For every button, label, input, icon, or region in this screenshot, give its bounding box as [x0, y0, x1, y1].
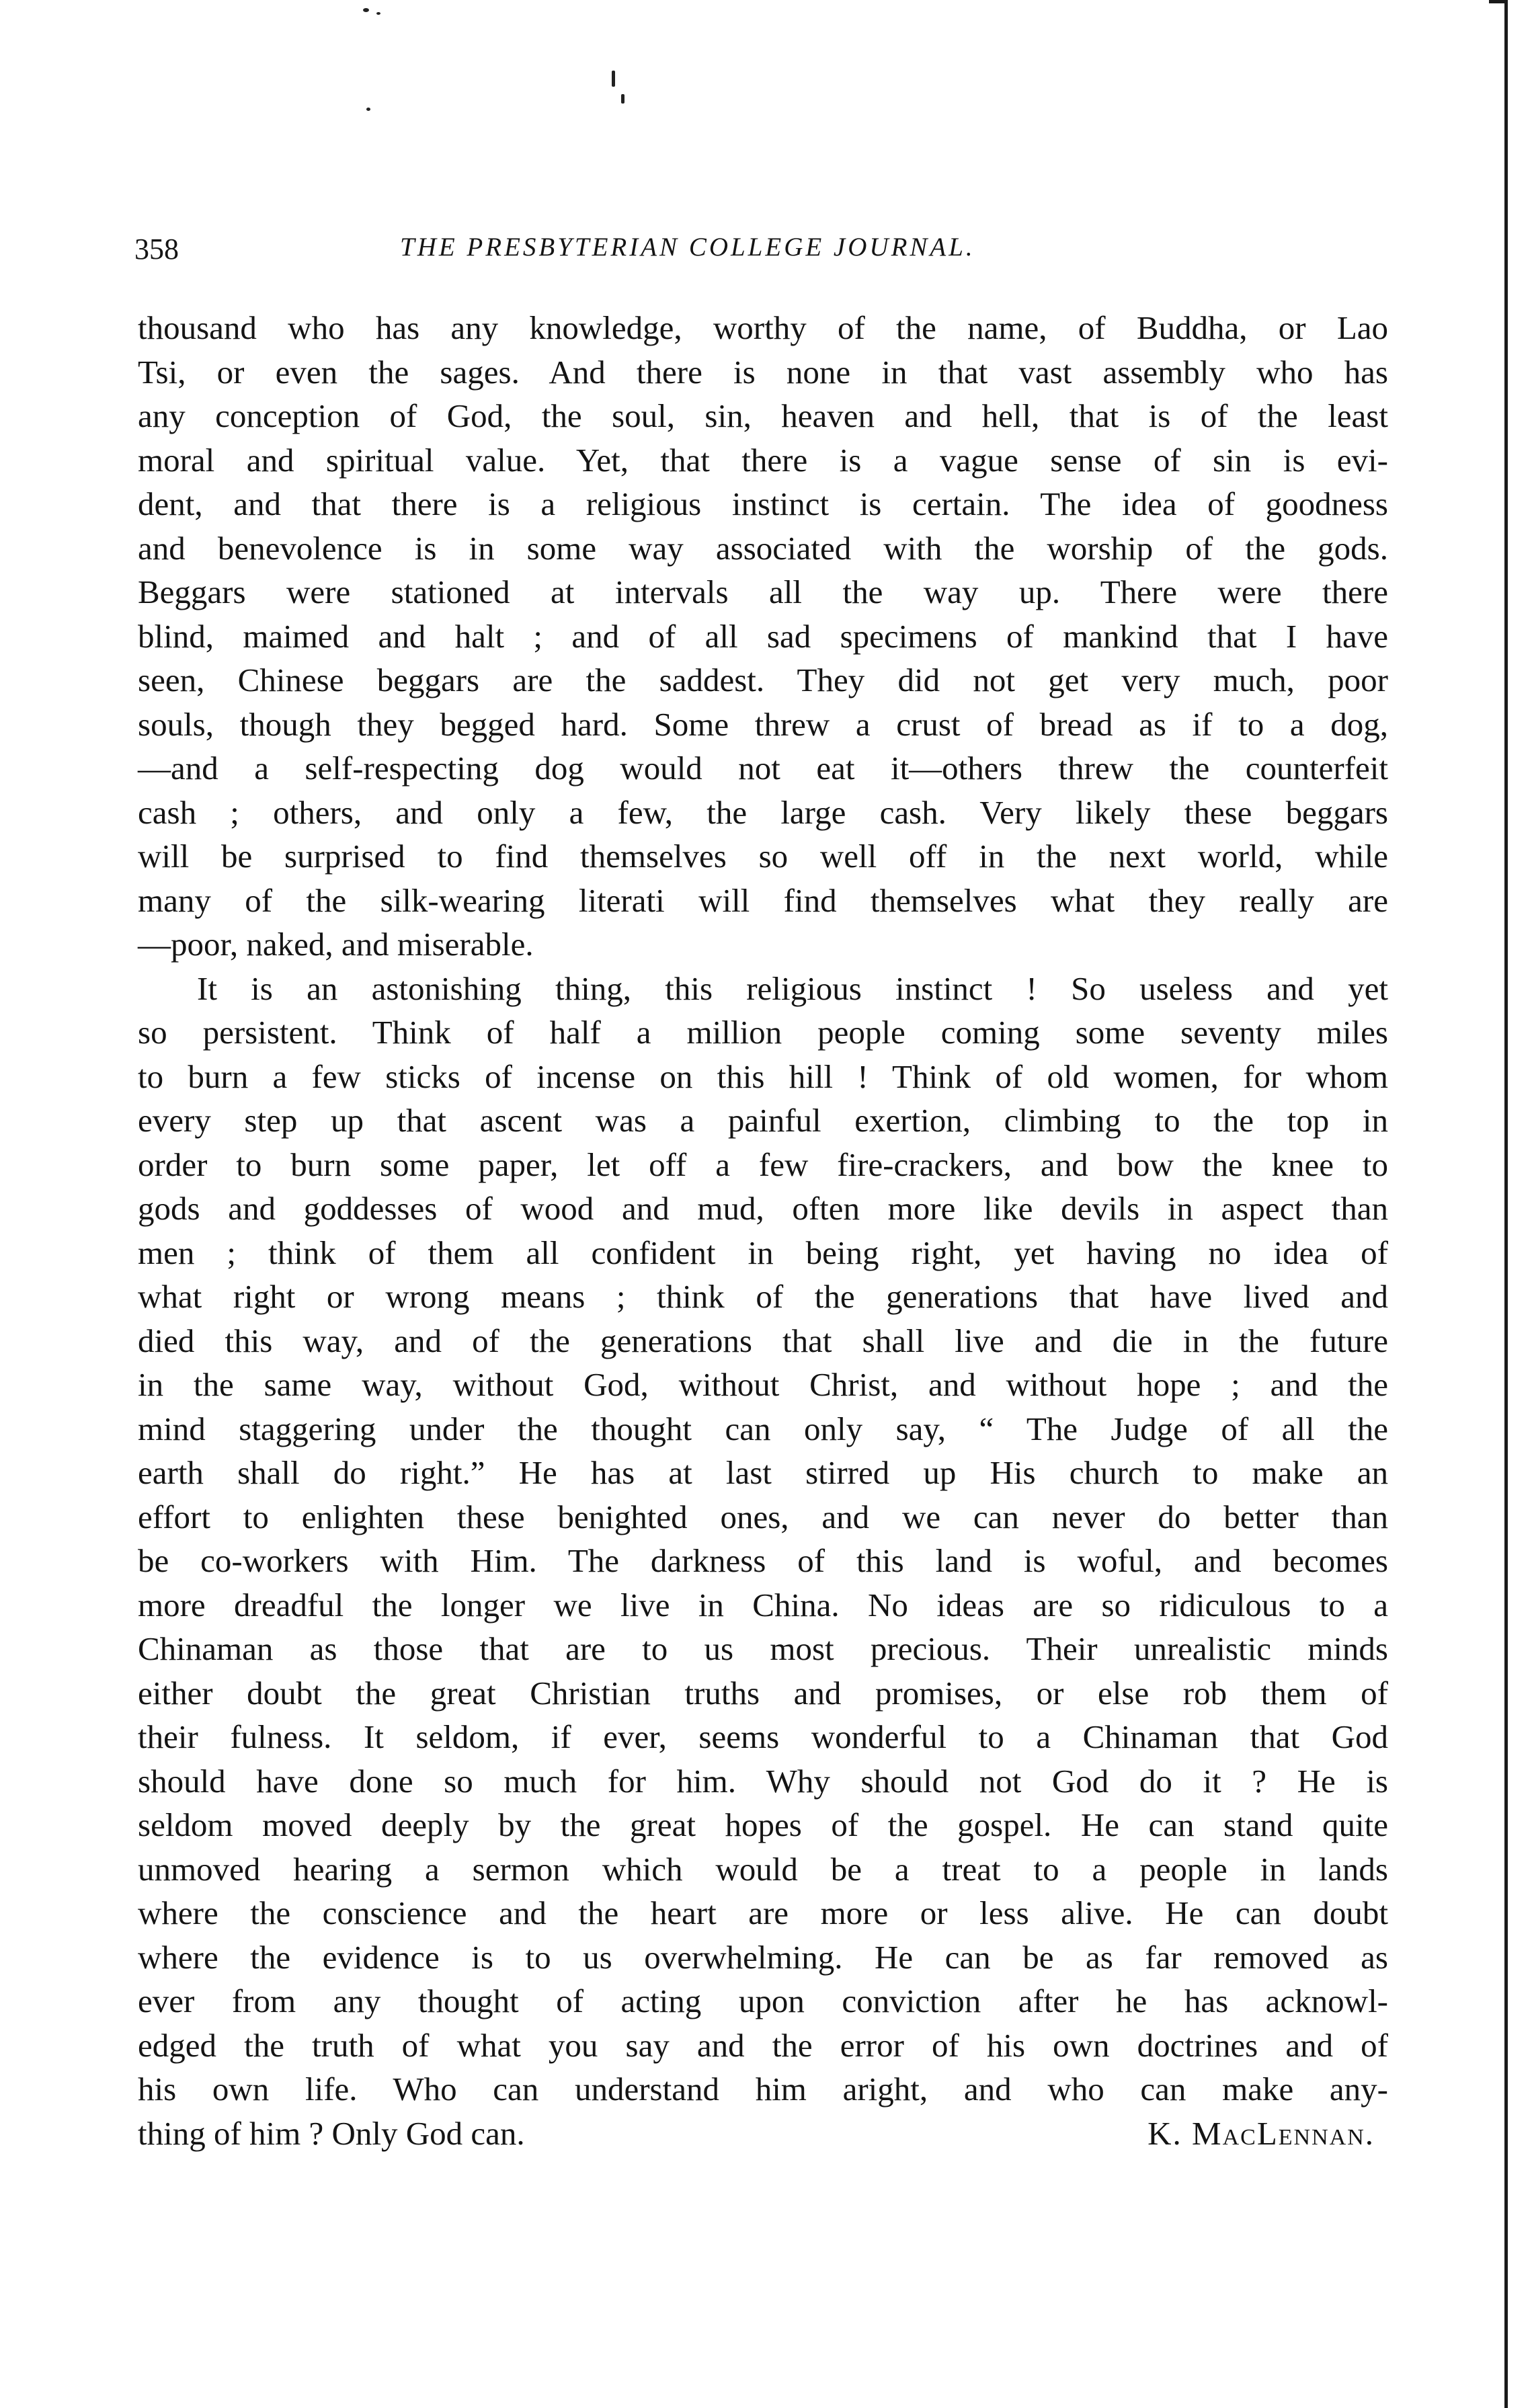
paragraph-2: [138, 967, 1388, 2156]
text-line: Beggars were stationed at intervals all the way up. There were there: [138, 573, 1388, 610]
text-line: and benevolence is in some way associated with the worship of the gods.: [138, 529, 1388, 567]
article-body: [138, 306, 1388, 2155]
text-line: souls, though they begged hard. Some threw a crust of bread as if to a dog,: [138, 705, 1388, 743]
paragraph-1: [138, 306, 1388, 967]
text-line: edged the truth of what you say and the error of his own doctrines and of: [138, 2026, 1388, 2064]
text-line: effort to enlighten these benighted ones, and we can never do better than: [138, 1498, 1388, 1535]
text-line: thousand who has any knowledge, worthy of the name, of Buddha, or Lao: [138, 309, 1388, 346]
text-line: It is an astonishing thing, this religious instinct ! So useless and yet: [197, 969, 1388, 1007]
text-line: in the same way, without God, without Christ, and without hope ; and the: [138, 1366, 1388, 1403]
closing-line: [138, 2112, 1388, 2156]
text-line: will be surprised to find themselves so well off in the next world, while: [138, 838, 1388, 875]
print-speck: [612, 71, 615, 87]
text-line: seen, Chinese beggars are the saddest. They did not get very much, poor: [138, 661, 1388, 698]
page-edge: [1504, 0, 1508, 2408]
text-line: what right or wrong means ; think of the generations that have lived and: [138, 1278, 1388, 1315]
text-line: mind staggering under the thought can only say, “ The Judge of all the: [138, 1410, 1388, 1447]
text-line: Tsi, or even the sages. And there is none in that vast assembly who has: [138, 353, 1388, 391]
text-line: where the conscience and the heart are more or less alive. He can doubt: [138, 1894, 1388, 1931]
text-line: Chinaman as those that are to us most precious. Their unrealistic minds: [138, 1630, 1388, 1667]
page-header: [134, 232, 1385, 279]
text-line: earth shall do right.” He has at last stirred up His church to make an: [138, 1454, 1388, 1491]
print-speck: [366, 108, 370, 111]
text-line: blind, maimed and halt ; and of all sad specimens of mankind that I have: [138, 617, 1388, 655]
text-line: should have done so much for him. Why should not God do it ? He is: [138, 1762, 1388, 1800]
page-edge-tick: [1489, 0, 1506, 3]
text-line: every step up that ascent was a painful exertion, climbing to the top in: [138, 1102, 1388, 1139]
page-number: 358: [134, 233, 179, 266]
author-signature: K. MacLennan.: [1147, 2114, 1375, 2152]
running-title: THE PRESBYTERIAN COLLEGE JOURNAL.: [400, 233, 975, 262]
text-line: —poor, naked, and miserable.: [138, 926, 534, 963]
text-line: any conception of God, the soul, sin, heaven and hell, that is of the least: [138, 397, 1388, 434]
text-line: many of the silk-wearing literati will find themselves what they really are: [138, 881, 1388, 919]
text-line: ever from any thought of acting upon conviction after he has acknowl-: [138, 1982, 1388, 2019]
closing-text: thing of him ? Only God can.: [138, 2114, 525, 2152]
text-line: more dreadful the longer we live in China. No ideas are so ridiculous to a: [138, 1586, 1388, 1623]
text-line: be co-workers with Him. The darkness of this land is woful, and becomes: [138, 1542, 1388, 1579]
text-line: men ; think of them all confident in being right, yet having no idea of: [138, 1234, 1388, 1271]
text-line: dent, and that there is a religious instinct is certain. The idea of goodness: [138, 485, 1388, 522]
text-line: gods and goddesses of wood and mud, often more like devils in aspect than: [138, 1190, 1388, 1227]
text-line: to burn a few sticks of incense on this hill ! Think of old women, for whom: [138, 1057, 1388, 1095]
text-line: cash ; others, and only a few, the large cash. Very likely these beggars: [138, 793, 1388, 831]
text-line: unmoved hearing a sermon which would be a treat to a people in lands: [138, 1850, 1388, 1888]
print-speck: [376, 12, 380, 15]
text-line: order to burn some paper, let off a few fire-crackers, and bow the knee to: [138, 1146, 1388, 1183]
print-speck: [363, 8, 369, 12]
text-line: —and a self-respecting dog would not eat it—others threw the counterfeit: [138, 750, 1388, 787]
text-line: his own life. Who can understand him aright, and who can make any-: [138, 2071, 1388, 2108]
text-line: their fulness. It seldom, if ever, seems wonderful to a Chinaman that God: [138, 1718, 1388, 1755]
text-line: died this way, and of the generations that shall live and die in the future: [138, 1322, 1388, 1359]
text-line: seldom moved deeply by the great hopes of the gospel. He can stand quite: [138, 1806, 1388, 1843]
print-speck: [621, 94, 624, 104]
text-line: either doubt the great Christian truths and promises, or else rob them of: [138, 1674, 1388, 1712]
text-line: where the evidence is to us overwhelming. He can be as far removed as: [138, 1938, 1388, 1976]
text-line: moral and spiritual value. Yet, that there is a vague sense of sin is evi-: [138, 441, 1388, 479]
text-line: so persistent. Think of half a million people coming some seventy miles: [138, 1014, 1388, 1051]
